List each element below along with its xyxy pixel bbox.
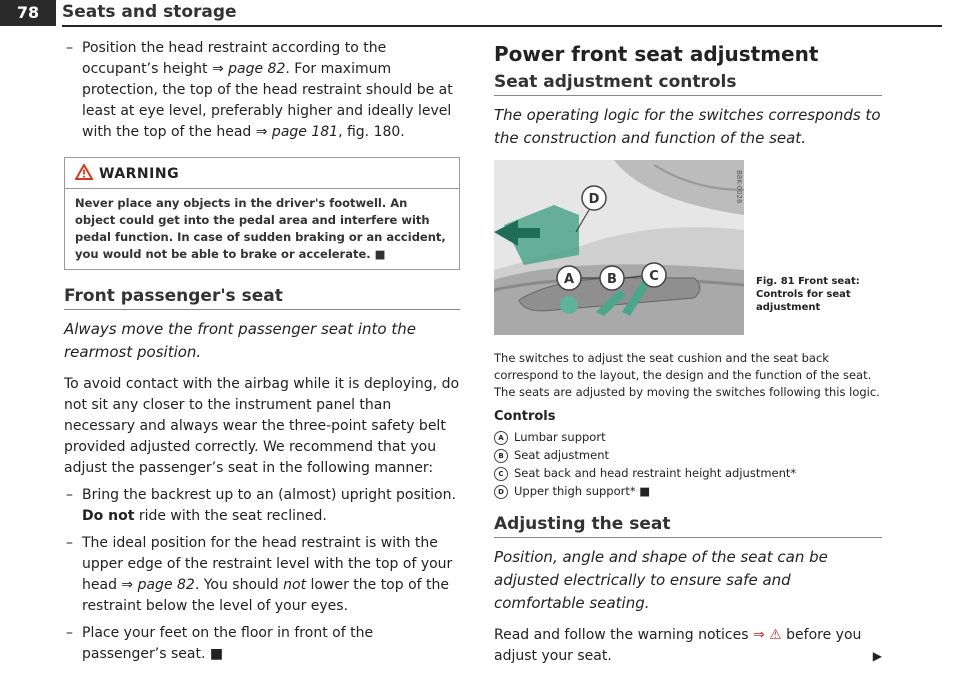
front-passenger-paragraph: To avoid contact with the airbag while it is deploying, do not sit any closer to the instrument panel than necessary and always wear the three-point safety belt provided adjusted correctly. We recommend that you adjust the passenger’s seat in the following manner: bbox=[64, 376, 460, 476]
controls-list bbox=[494, 428, 882, 500]
right-column bbox=[494, 38, 882, 671]
adjusting-seat-heading: Adjusting the seat bbox=[494, 514, 882, 538]
emphasis: Do not bbox=[82, 508, 135, 524]
seat-controls-illustration bbox=[494, 160, 744, 335]
control-text: Seat adjustment bbox=[514, 448, 609, 462]
label-d: D bbox=[588, 192, 600, 207]
text: Position the head restraint according to the occupant’s height bbox=[82, 40, 387, 77]
controls-paragraph: The switches to adjust the seat cushion and the seat back correspond to the layout, the design and the function of the seat. The seats are adjusted by moving the switches following this logic. bbox=[494, 351, 880, 399]
front-passenger-heading: Front passenger's seat bbox=[64, 286, 460, 310]
text: Read and follow the warning notices bbox=[494, 627, 753, 643]
figure-81 bbox=[494, 160, 882, 340]
text: , fig. 180. bbox=[338, 124, 405, 140]
figure-code: B8K-0026 bbox=[735, 170, 743, 204]
text: before you adjust your seat. bbox=[494, 627, 862, 664]
text: The ideal position for the head restraint is with the upper edge of the restraint level with the top of your head bbox=[82, 535, 453, 593]
continue-arrow-icon: ▶ bbox=[872, 649, 882, 663]
warning-header bbox=[65, 158, 459, 189]
control-text: Lumbar support bbox=[514, 430, 606, 444]
warning-ref-link[interactable]: ⇒ ⚠ bbox=[752, 627, 782, 643]
section-title: Seats and storage bbox=[62, 2, 237, 22]
figure-caption: Fig. 81 Front seat: Controls for seat adjustment bbox=[756, 276, 860, 313]
control-item bbox=[494, 446, 882, 464]
control-letter-icon: D bbox=[494, 485, 508, 499]
adjusting-seat-paragraph bbox=[494, 625, 882, 667]
seat-controls-heading: Seat adjustment controls bbox=[494, 72, 882, 96]
page-ref-link[interactable]: ⇒ page 82 bbox=[121, 577, 195, 593]
front-passenger-lede: Always move the front passenger seat into the rearmost position. bbox=[64, 320, 416, 361]
control-item bbox=[494, 428, 882, 446]
power-seat-title: Power front seat adjustment bbox=[494, 42, 819, 66]
left-column bbox=[64, 38, 460, 671]
control-item bbox=[494, 464, 882, 482]
text: ride with the seat reclined. bbox=[134, 508, 327, 524]
text: . You should bbox=[194, 577, 284, 593]
page-ref-link[interactable]: ⇒ page 181 bbox=[255, 124, 339, 140]
control-letter-icon: B bbox=[494, 449, 508, 463]
seat-illustration bbox=[494, 160, 744, 335]
page-ref-link[interactable]: ⇒ page 82 bbox=[211, 61, 286, 77]
seat-controls-lede: The operating logic for the switches corresponds to the construction and function of the seat. bbox=[494, 106, 881, 147]
warning-triangle-icon bbox=[75, 164, 93, 180]
label-b: B bbox=[607, 272, 617, 287]
control-letter-icon: C bbox=[494, 467, 508, 481]
label-c: C bbox=[649, 269, 659, 284]
adjusting-seat-lede: Position, angle and shape of the seat can be adjusted electrically to ensure safe and comfortable seating. bbox=[494, 548, 828, 612]
warning-title: WARNING bbox=[99, 166, 180, 182]
control-text: Seat back and head restraint height adjustment* bbox=[514, 466, 797, 480]
text: . For maximum protection, the top of the head restraint should be at least at eye level, preferably higher and ideally level with the top of the head bbox=[82, 61, 453, 140]
warning-box bbox=[64, 157, 460, 270]
control-text: Upper thigh support* ■ bbox=[514, 484, 651, 498]
label-a: A bbox=[563, 272, 575, 287]
head-restraint-bullet bbox=[64, 38, 460, 143]
page-number: 78 bbox=[0, 0, 56, 26]
text: lower the top of the restraint below the level of your eyes. bbox=[82, 577, 450, 614]
control-letter-icon: A bbox=[494, 431, 508, 445]
warning-text: Never place any objects in the driver's footwell. An object could get into the pedal area and interfere with pedal function. In case of sudden braking or an accident, you would not be able to brake or accelerate. ■ bbox=[75, 196, 446, 261]
feet-bullet: – Place your feet on the floor in front of the passenger’s seat. ■ bbox=[64, 623, 460, 665]
header-rule bbox=[62, 25, 942, 27]
head-restraint-position-bullet bbox=[64, 533, 460, 617]
backrest-bullet bbox=[64, 485, 460, 527]
text: Bring the backrest up to an (almost) upright position. bbox=[82, 487, 456, 503]
control-item bbox=[494, 482, 882, 500]
controls-heading: Controls bbox=[494, 409, 556, 424]
emphasis: not bbox=[283, 577, 307, 593]
